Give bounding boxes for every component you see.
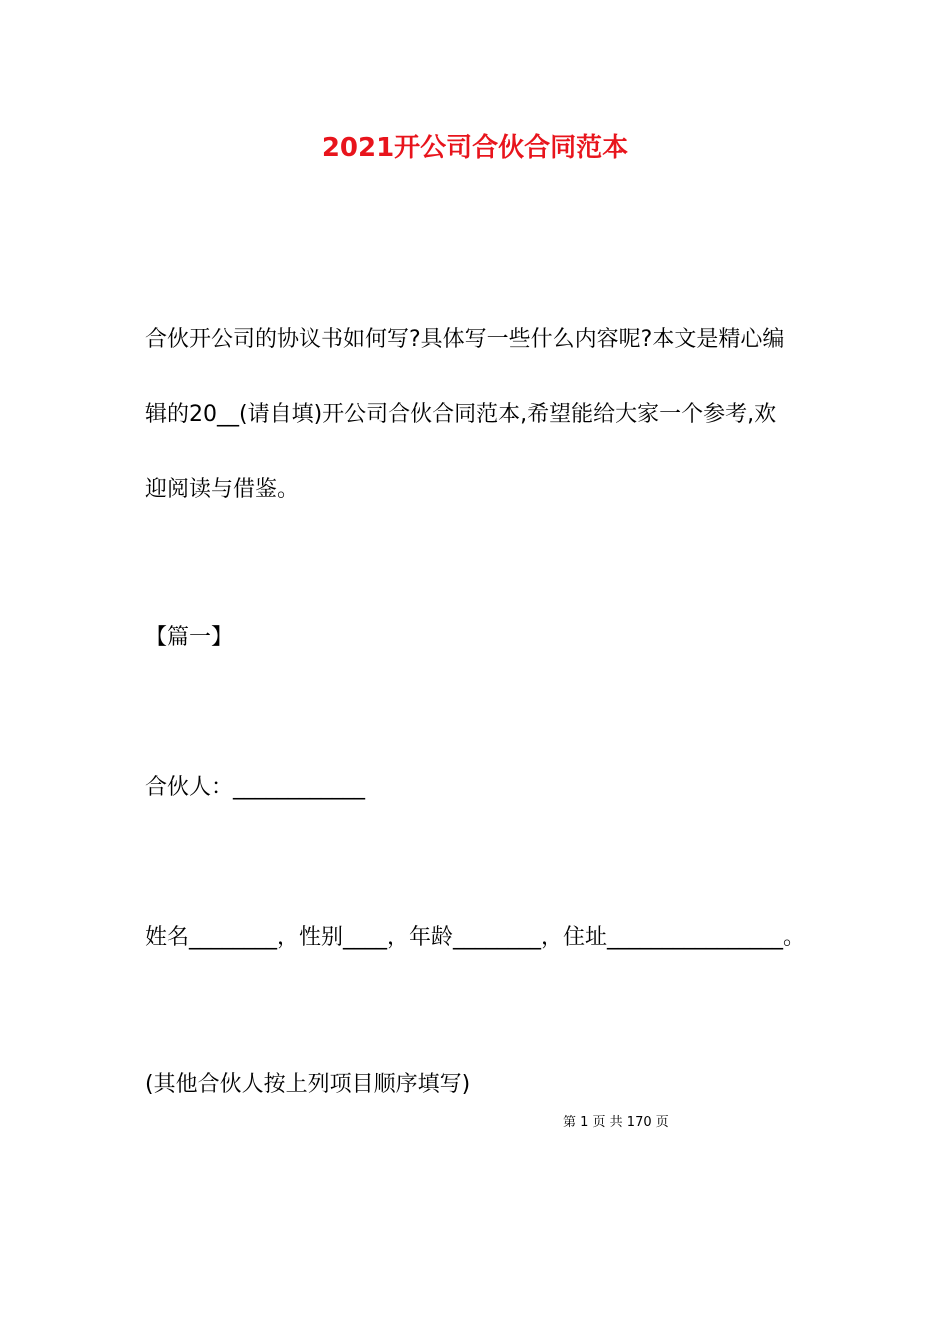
partner-info-line: 姓名________，性别____，年龄________，住址________________。 (145, 925, 806, 950)
section-heading: 【篇一】 (145, 625, 234, 650)
intro-line-3: 迎阅读与借鉴。 (145, 477, 300, 502)
intro-line-2: 辑的20__(请自填)开公司合伙合同范本,希望能给大家一个参考,欢 (145, 402, 777, 427)
partner-label: 合伙人：____________ (145, 775, 366, 800)
page-footer: 第 1 页 共 170 页 (563, 1115, 669, 1130)
fill-order-note: (其他合伙人按上列项目顺序填写) (145, 1072, 471, 1097)
intro-line-1: 合伙开公司的协议书如何写?具体写一些什么内容呢?本文是精心编 (145, 327, 785, 352)
page-title: 2021开公司合伙合同范本 (321, 133, 629, 163)
